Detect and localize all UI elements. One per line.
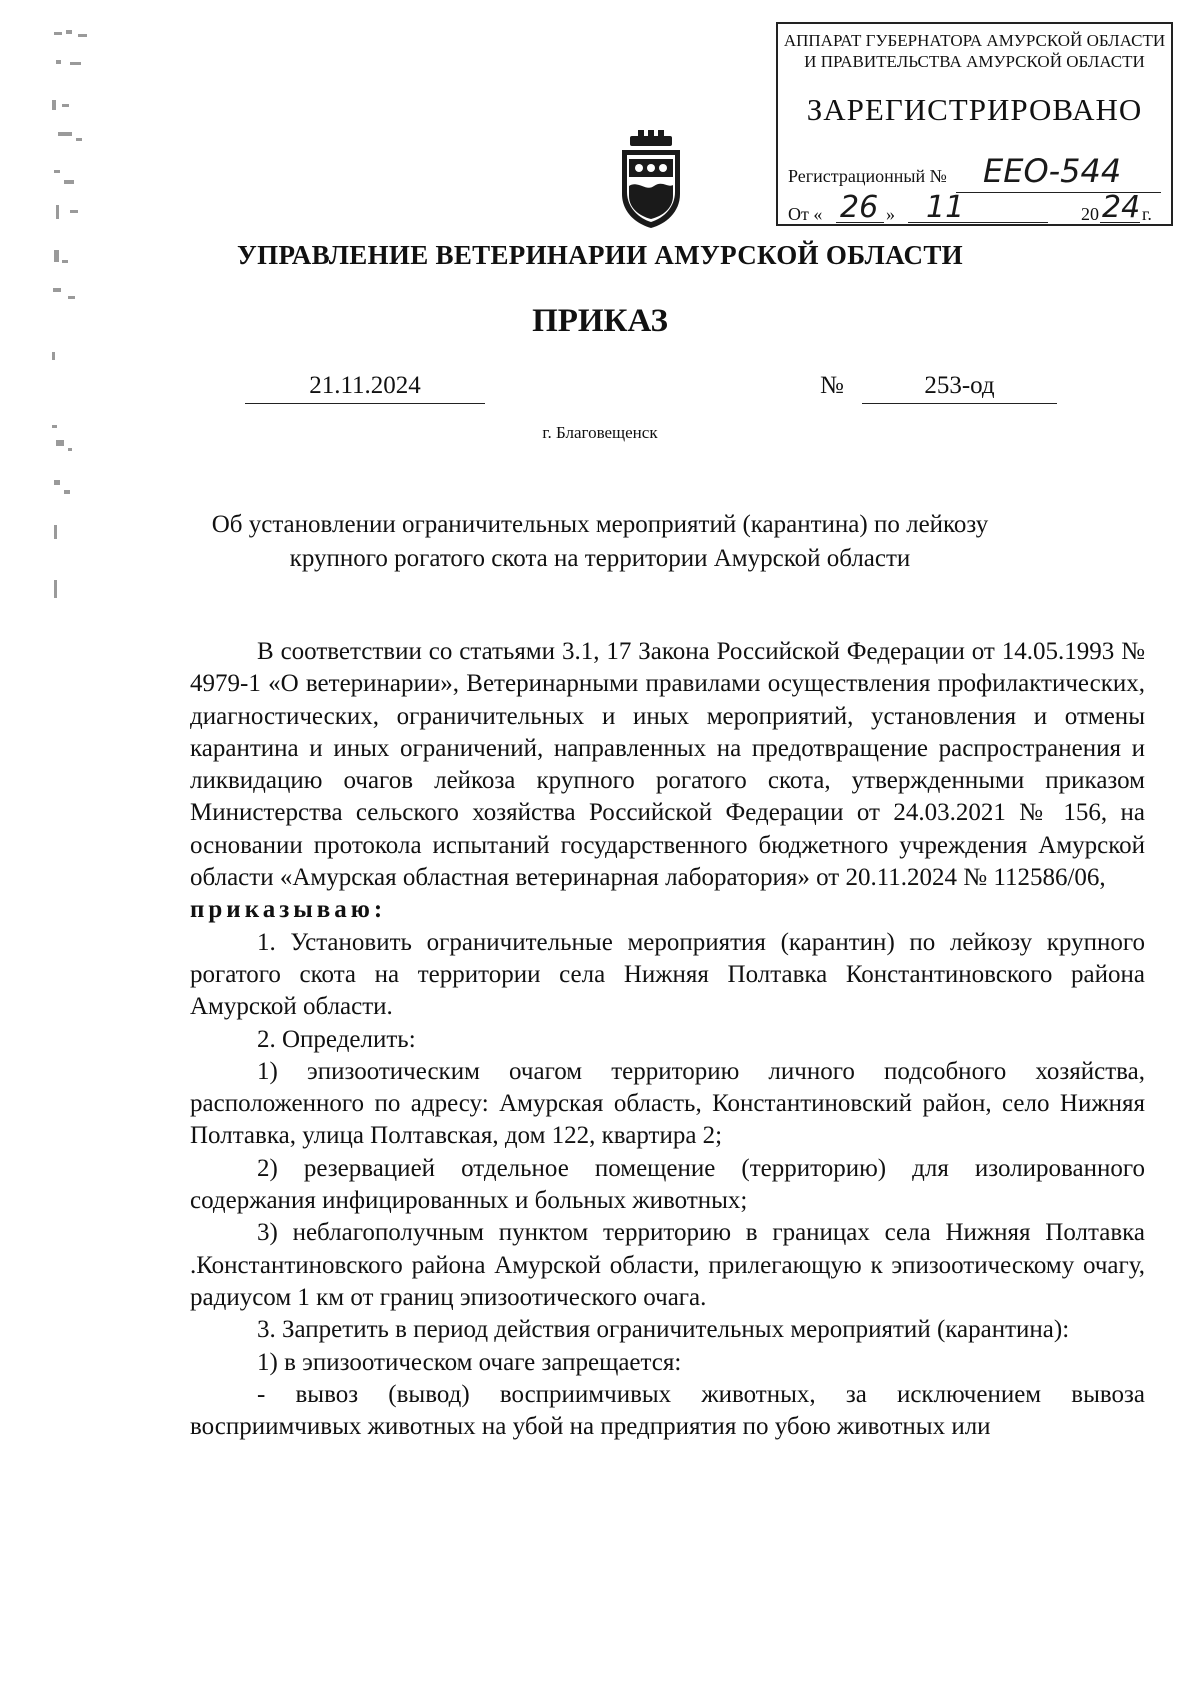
paragraph-2: 2. Определить: xyxy=(257,1025,416,1053)
stamp-year-label: г. xyxy=(1142,204,1152,224)
paragraph-2-3: 3) неблагополучным пунктом территорию в границах села Нижняя Полтавка .Константиновского района Амурской области, прилегающую к эпизоотическому очагу, радиусом 1 км от границ эпизоотического очага. xyxy=(190,1219,1145,1311)
stamp-year-prefix: 20 xyxy=(1081,204,1099,224)
stamp-month: 11 xyxy=(926,190,965,225)
stamp-year: 24 xyxy=(1102,190,1141,225)
preamble-paragraph: В соответствии со статьями 3.1, 17 Закона Российской Федерации от 14.05.1993 № 4979-1 «О ветеринарии», Ветеринарными правилами осуществления профилактических, диагностических, ограничительных и иных мероприятий, установления и отмены карантина и иных ограничений, направленных на предотвращение распространения и ликвидацию очагов лейкоза крупного рогатого скота, утвержденными приказом Министерства сельского хозяйства Российской Федерации от 24.03.2021 № 156, на основании протокола испытаний государственного бюджетного учреждения Амурской области «Амурская областная ветеринарная лаборатория» от 20.11.2024 № 112586/06, xyxy=(190,638,1145,892)
paragraph-3-1: 1) в эпизоотическом очаге запрещается: xyxy=(257,1348,682,1376)
stamp-header xyxy=(778,30,1171,72)
stamp-day: 26 xyxy=(840,190,879,225)
stamp-reg-number: ЕЕО-544 xyxy=(983,152,1122,190)
order-subject xyxy=(0,508,1200,576)
stamp-header-line1: АППАРАТ ГУБЕРНАТОРА АМУРСКОЙ ОБЛАСТИ xyxy=(783,31,1166,50)
paragraph-2-1: 1) эпизоотическим очагом территорию личного подсобного хозяйства, расположенного по адресу: Амурская область, Константиновский район, село Нижняя Полтавка, улица Полтавская, дом 122, квартира 2; xyxy=(190,1057,1145,1150)
number-label: № xyxy=(820,372,844,399)
order-body xyxy=(190,636,1145,1443)
subject-line1: Об установлении ограничительных мероприятий (карантина) по лейкозу xyxy=(211,511,989,538)
order-word: приказываю: xyxy=(190,896,387,924)
stamp-day-close: » xyxy=(886,204,895,224)
subject-line2: крупного рогатого скота на территории Амурской области xyxy=(289,545,911,572)
stamp-from-label: От « xyxy=(788,204,823,224)
organization-title: УПРАВЛЕНИЕ ВЕТЕРИНАРИИ АМУРСКОЙ ОБЛАСТИ xyxy=(237,240,963,270)
number-underline xyxy=(862,403,1057,404)
date-underline xyxy=(245,403,485,404)
registration-stamp xyxy=(776,22,1173,226)
coat-of-arms-icon xyxy=(608,130,694,230)
paragraph-3: 3. Запретить в период действия ограничительных мероприятий (карантина): xyxy=(257,1316,1070,1344)
paragraph-2-2: 2) резервацией отдельное помещение (территорию) для изолированного содержания инфицированных и больных животных; xyxy=(190,1154,1145,1215)
stamp-registered: ЗАРЕГИСТРИРОВАНО xyxy=(806,92,1143,127)
order-date: 21.11.2024 xyxy=(309,372,421,399)
stamp-header-line2: И ПРАВИТЕЛЬСТВА АМУРСКОЙ ОБЛАСТИ xyxy=(804,52,1145,71)
city: г. Благовещенск xyxy=(542,423,658,442)
stamp-reg-label: Регистрационный № xyxy=(788,166,947,186)
paragraph-1: 1. Установить ограничительные мероприятия (карантин) по лейкозу крупного рогатого скота на территории села Нижняя Полтавка Константиновского района Амурской области. xyxy=(190,928,1145,1021)
document-type: ПРИКАЗ xyxy=(532,303,668,339)
order-number: 253-од xyxy=(924,372,995,399)
paragraph-3-1-a: - вывоз (вывод) восприимчивых животных, за исключением вывоза восприимчивых животных на убой на предприятия по убою животных или xyxy=(190,1380,1145,1441)
